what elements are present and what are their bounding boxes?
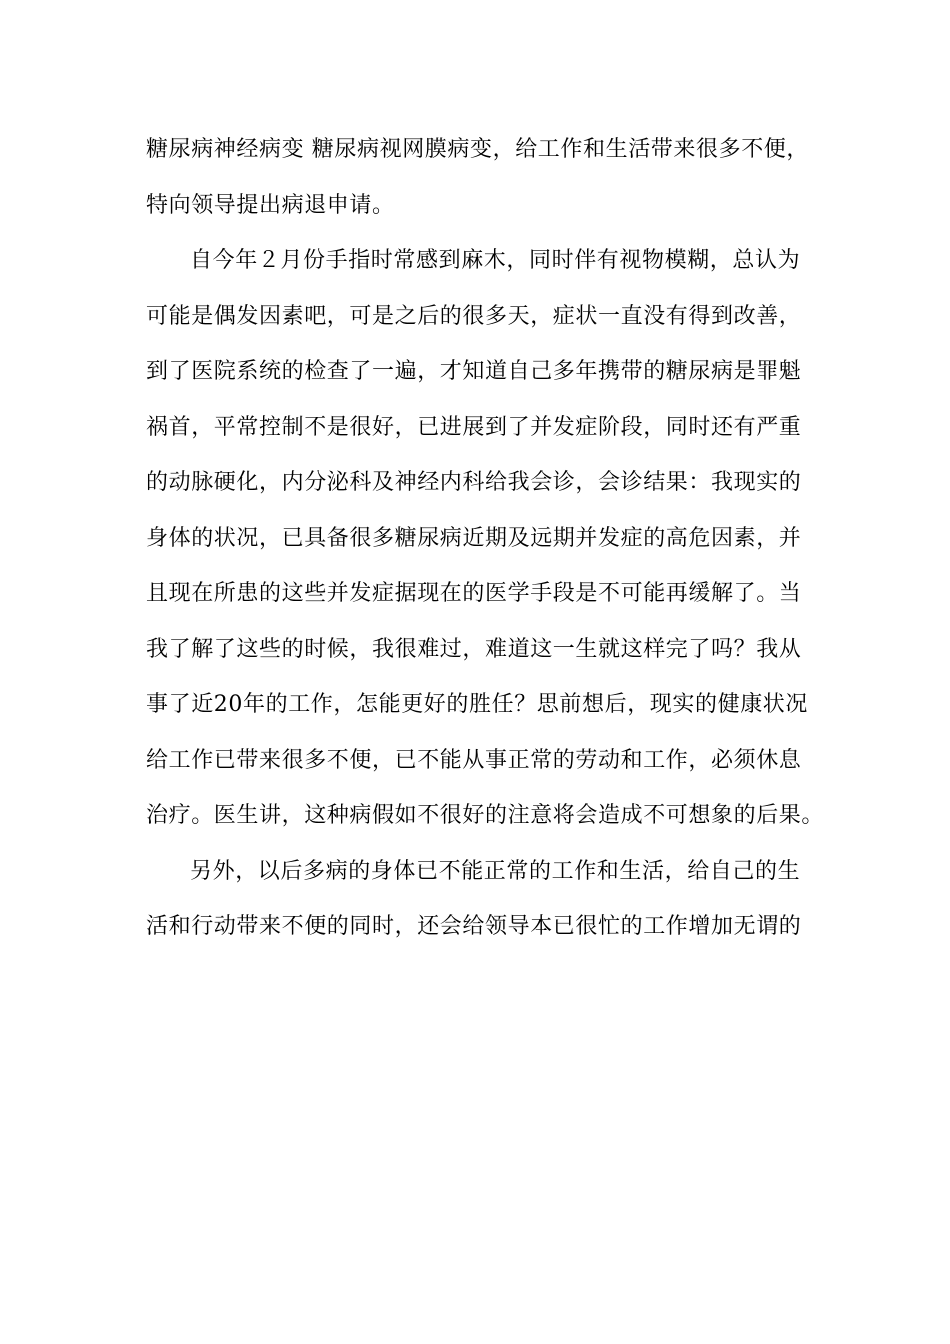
text-line: 糖尿病神经病变 糖尿病视网膜病变，给工作和生活带来很多不便， xyxy=(146,137,809,162)
text-line: 我了解了这些的时候，我很难过，难道这一生就这样完了吗？我从 xyxy=(146,636,802,662)
text-line: 活和行动带来不便的同时，还会给领导本已很忙的工作增加无谓的 xyxy=(146,914,802,939)
paragraph-start-line: 自今年２月份手指时常感到麻木，同时伴有视物模糊，总认为 xyxy=(190,248,801,273)
text-line: 特向领导提出病退申请。 xyxy=(146,192,395,218)
text-line: 治疗。医生讲，这种病假如不很好的注意将会造成不可想象的后果。 xyxy=(146,803,825,828)
text-line: 到了医院系统的检查了一遍，才知道自己多年携带的糖尿病是罪魁 xyxy=(146,359,802,384)
paragraph-start-line: 另外，以后多病的身体已不能正常的工作和生活，给自己的生 xyxy=(190,858,801,884)
text-line: 可能是偶发因素吧，可是之后的很多天，症状一直没有得到改善， xyxy=(146,303,802,329)
text-line: 且现在所患的这些并发症据现在的医学手段是不可能再缓解了。当 xyxy=(146,581,802,606)
text-line: 的动脉硬化，内分泌科及神经内科给我会诊，会诊结果：我现实的 xyxy=(146,470,802,495)
text-line: 给工作已带来很多不便，已不能从事正常的劳动和工作，必须休息 xyxy=(146,747,802,773)
text-line: 祸首，平常控制不是很好，已进展到了并发症阶段，同时还有严重 xyxy=(146,414,802,440)
text-line: 事了近20年的工作，怎能更好的胜任？思前想后，现实的健康状况 xyxy=(146,692,808,717)
text-line: 身体的状况，已具备很多糖尿病近期及远期并发症的高危因素，并 xyxy=(146,525,802,551)
body-text xyxy=(146,128,825,961)
